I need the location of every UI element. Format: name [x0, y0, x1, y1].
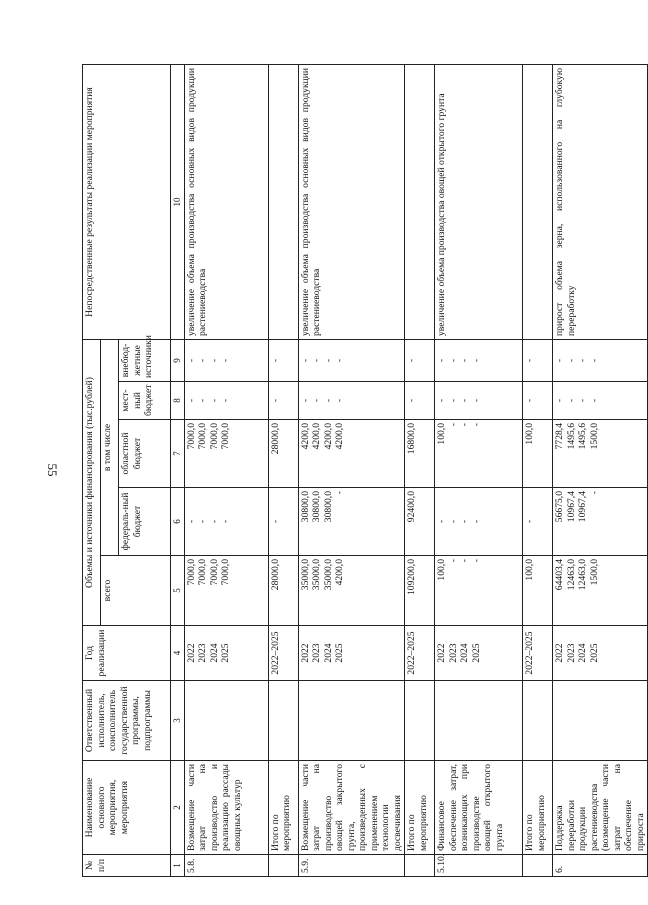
header-regional: областной бюджет: [119, 420, 171, 488]
row-local: - - - -: [553, 382, 648, 420]
row-total: 64403,4 12463,0 12463,0 1500,0: [553, 556, 648, 626]
row-federal: 56675,0 10967,4 10967,4 -: [553, 488, 648, 556]
table-row: [268, 64, 298, 876]
header-results: Непосредственные результаты реализации мероприятия: [83, 64, 171, 339]
row-executor: [184, 681, 268, 761]
row-years: 2022–2025: [523, 626, 553, 681]
row-num: 6.: [553, 855, 648, 877]
row-years: 2022 2023 2024 2025: [184, 626, 268, 681]
row-total: 7000,0 7000,0 7000,0 7000,0: [184, 556, 268, 626]
row-name: Итого по мероприятию: [405, 761, 435, 855]
row-years: 2022 2023 2024 2025: [298, 626, 405, 681]
row-name: Возмещение части затрат на производство овощей закрытого грунта, произведенных с применением технологии досвечивания: [298, 761, 405, 855]
column-number: 6: [171, 488, 185, 556]
row-extra: -: [523, 339, 553, 381]
row-num: [268, 855, 298, 877]
column-number: 9: [171, 339, 185, 381]
row-num: [523, 855, 553, 877]
row-federal: -: [268, 488, 298, 556]
row-name: Финансовое обеспечение затрат, возникающих при производстве овощей открытого грунта: [435, 761, 523, 855]
row-local: -: [405, 382, 435, 420]
row-extra: - - - -: [435, 339, 523, 381]
row-local: - - - -: [435, 382, 523, 420]
row-regional: 7000,0 7000,0 7000,0 7000,0: [184, 420, 268, 488]
row-result: увеличение объема производства основных видов продукции растениеводства: [298, 64, 405, 339]
rotated-table-wrapper: [82, 65, 646, 877]
row-years: 2022–2025: [405, 626, 435, 681]
row-num: 5.9.: [298, 855, 405, 877]
row-regional: 28000,0: [268, 420, 298, 488]
row-extra: - - - -: [184, 339, 268, 381]
row-years: 2022 2023 2024 2025: [553, 626, 648, 681]
header-funding: Объемы и источники финансирования (тыс.рублей): [83, 339, 101, 625]
header-name: Наименование основного мероприятия, мероприятия: [83, 761, 171, 855]
row-total: 28000,0: [268, 556, 298, 626]
row-result: [268, 64, 298, 339]
row-executor: [523, 681, 553, 761]
row-extra: -: [405, 339, 435, 381]
header-executor: Ответственный исполнитель, соисполнитель государственной программы, подпрограммы: [83, 681, 171, 761]
header-federal: федераль-ный бюджет: [119, 488, 171, 556]
row-extra: - - - -: [553, 339, 648, 381]
row-local: - - - -: [184, 382, 268, 420]
row-result: увеличение объема производства овощей открытого грунта: [435, 64, 523, 339]
table-row: [405, 64, 435, 876]
row-regional: 16800,0: [405, 420, 435, 488]
funding-table: [82, 64, 648, 877]
row-result: прирост объема зерна, использованного на глубокую переработку: [553, 64, 648, 339]
row-federal: - - - -: [435, 488, 523, 556]
row-num: [405, 855, 435, 877]
row-num: 5.8.: [184, 855, 268, 877]
row-result: [405, 64, 435, 339]
page-number: 55: [45, 463, 60, 477]
table-row: [298, 64, 405, 876]
row-name: Итого по мероприятию: [523, 761, 553, 855]
row-executor: [298, 681, 405, 761]
column-number: 3: [171, 681, 185, 761]
row-executor: [405, 681, 435, 761]
row-local: - - - -: [298, 382, 405, 420]
header-num: № п/п: [83, 855, 171, 877]
table-row: [184, 64, 268, 876]
header-local: мест-ный бюджет: [119, 382, 171, 420]
row-name: Возмещение части затрат на производство и реализацию рассады овощных культур: [184, 761, 268, 855]
row-name: Поддержка переработки продукции растениеводства (возмещение части затрат на обеспечение прироста: [553, 761, 648, 855]
row-total: 100,0 - - -: [435, 556, 523, 626]
row-executor: [268, 681, 298, 761]
table-row: [553, 64, 648, 876]
row-name: Итого по мероприятию: [268, 761, 298, 855]
row-years: 2022 2023 2024 2025: [435, 626, 523, 681]
row-result: увеличение объема производства основных видов продукции растениеводства: [184, 64, 268, 339]
row-total: 35000,0 35000,0 35000,0 4200,0: [298, 556, 405, 626]
header-incl: в том числе: [101, 339, 119, 555]
column-number: 5: [171, 556, 185, 626]
row-local: -: [268, 382, 298, 420]
row-extra: -: [268, 339, 298, 381]
row-regional: 4200,0 4200,0 4200,0 4200,0: [298, 420, 405, 488]
column-number: 1: [171, 855, 185, 877]
column-number: 2: [171, 761, 185, 855]
column-number: 10: [171, 64, 185, 339]
row-regional: 100,0: [523, 420, 553, 488]
column-number: 8: [171, 382, 185, 420]
row-federal: -: [523, 488, 553, 556]
row-extra: - - - -: [298, 339, 405, 381]
row-regional: 7728,4 1495,6 1495,6 1500,0: [553, 420, 648, 488]
row-regional: 100,0 - - -: [435, 420, 523, 488]
row-federal: 92400,0: [405, 488, 435, 556]
row-total: 109200,0: [405, 556, 435, 626]
column-number: 4: [171, 626, 185, 681]
row-num: 5.10.: [435, 855, 523, 877]
row-federal: 30800,0 30800,0 30800,0 -: [298, 488, 405, 556]
table-row: [523, 64, 553, 876]
row-federal: - - - -: [184, 488, 268, 556]
row-total: 100,0: [523, 556, 553, 626]
row-executor: [553, 681, 648, 761]
row-result: [523, 64, 553, 339]
header-extra: внебюд-жетные источники: [119, 339, 171, 381]
row-local: -: [523, 382, 553, 420]
row-executor: [435, 681, 523, 761]
row-years: 2022–2025: [268, 626, 298, 681]
column-number-row: [171, 64, 185, 876]
column-number: 7: [171, 420, 185, 488]
header-year: Год реализации: [83, 626, 171, 681]
table-row: [435, 64, 523, 876]
header-total: всего: [101, 556, 171, 626]
